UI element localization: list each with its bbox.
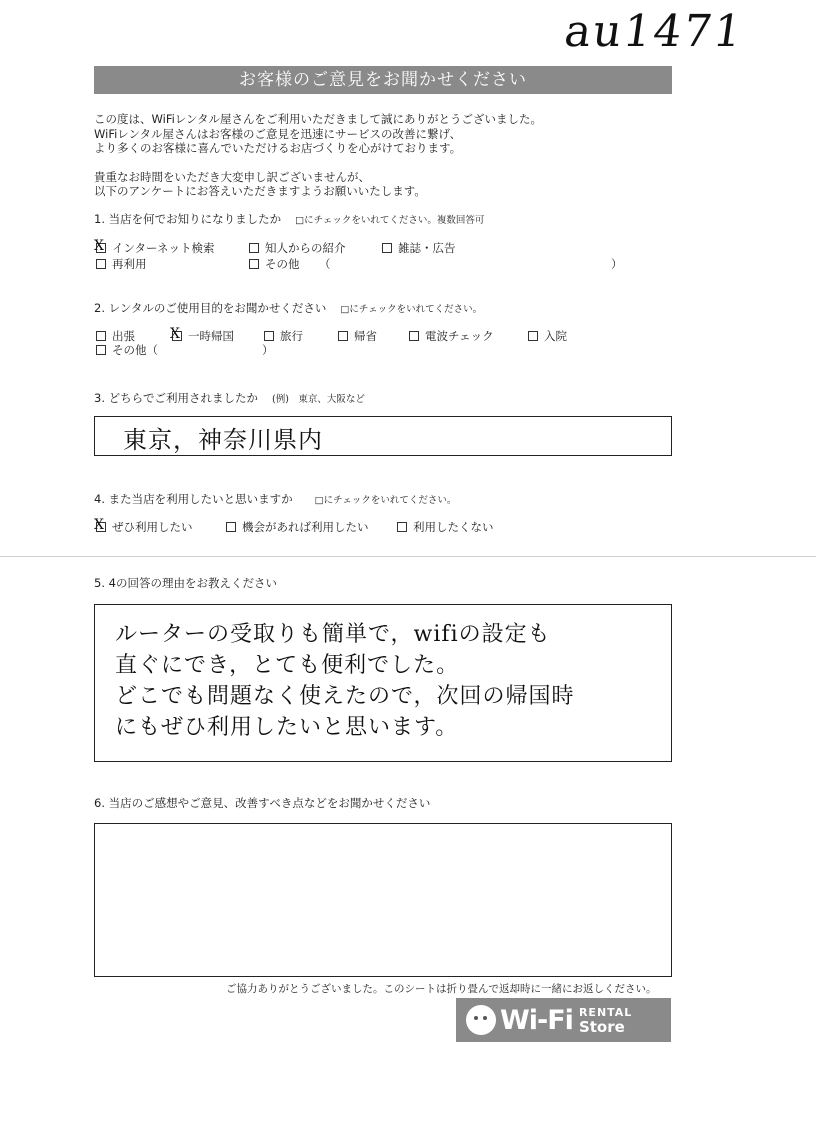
checkbox-icon[interactable] <box>264 331 274 341</box>
checkbox-icon[interactable] <box>382 243 392 253</box>
q1-option-other[interactable]: その他 <box>249 256 300 272</box>
q1-option-magazine[interactable]: 雑誌・広告 <box>382 240 456 256</box>
q2-option-temporary-return[interactable]: X 一時帰国 <box>172 328 234 344</box>
q1-option-referral[interactable]: 知人からの紹介 <box>249 240 346 256</box>
intro-line: この度は、WiFiレンタル屋さんをご利用いただきまして誠にありがとうございました。 <box>94 112 543 126</box>
q3-answer-text: 東京，神奈川県内 <box>123 426 323 454</box>
q5-answer-line: ルーターの受取りも簡単で，wifiの設定も <box>115 622 551 647</box>
intro-line: 以下のアンケートにお答えいただきますようお願いいたします。 <box>94 184 426 198</box>
q2-option-signal-check[interactable]: 電波チェック <box>409 328 494 344</box>
mascot-icon <box>466 1005 496 1035</box>
question-6-label: 6. 当店のご感想やご意見、改善すべき点などをお聞かせください <box>94 796 431 810</box>
question-3 <box>94 390 365 406</box>
question-1-note: □にチェックをいれてください。複数回答可 <box>295 215 485 226</box>
q5-answer-line: にもぜひ利用したいと思います。 <box>115 715 459 740</box>
handwritten-code: au1471 <box>561 6 748 57</box>
checkbox-icon[interactable] <box>528 331 538 341</box>
question-5-label: 5. 4の回答の理由をお教えください <box>94 576 277 590</box>
q2-option-business[interactable]: 出張 <box>96 328 135 344</box>
checkbox-icon[interactable] <box>96 259 106 269</box>
q1-other-close-paren: ） <box>611 257 623 271</box>
intro-line: WiFiレンタル屋さんはお客様のご意見を迅速にサービスの改善に繋げ、 <box>94 126 462 141</box>
checkbox-icon[interactable] <box>249 259 259 269</box>
q5-answer-text <box>115 619 575 743</box>
q2-other-close-paren: ） <box>262 343 274 357</box>
q4-option-no[interactable]: 利用したくない <box>397 519 494 535</box>
wifi-rental-store-logo <box>456 998 671 1042</box>
q1-option-internet[interactable]: X インターネット検索 <box>96 240 214 256</box>
checkbox-icon[interactable] <box>249 243 259 253</box>
checkbox-checked-icon[interactable] <box>172 331 182 341</box>
checkbox-checked-icon[interactable] <box>96 243 106 253</box>
question-1-label: 1. 当店を何でお知りになりましたか <box>94 212 282 226</box>
q2-option-hospital[interactable]: 入院 <box>528 328 567 344</box>
q2-option-travel[interactable]: 旅行 <box>264 328 303 344</box>
checkbox-icon[interactable] <box>338 331 348 341</box>
q2-option-other[interactable]: その他（ <box>96 342 158 358</box>
footer-note: ご協力ありがとうございました。このシートは折り畳んで返却時に一緒にお返しください。 <box>226 983 657 995</box>
logo-store-text: Store <box>578 1018 625 1036</box>
checkbox-icon[interactable] <box>96 345 106 355</box>
checkbox-checked-icon[interactable] <box>96 522 106 532</box>
checkbox-icon[interactable] <box>397 522 407 532</box>
q1-other-open-paren: （ <box>319 257 331 271</box>
intro-line: より多くのお客様に喜んでいただけるお店づくりを心がけております。 <box>94 141 462 155</box>
q5-answer-line: どこでも問題なく使えたので，次回の帰国時 <box>115 684 575 709</box>
question-2-label: 2. レンタルのご使用目的をお聞かせください <box>94 301 327 315</box>
page-title: お客様のご意見をお聞かせください <box>94 66 672 94</box>
question-2 <box>94 300 482 316</box>
question-2-note: □にチェックをいれてください。 <box>340 304 483 315</box>
question-3-example: (例) 東京、大阪など <box>272 394 365 405</box>
q2-option-homecoming[interactable]: 帰省 <box>338 328 377 344</box>
question-1 <box>94 211 484 227</box>
q4-option-if-chance[interactable]: 機会があれば利用したい <box>226 519 369 535</box>
question-3-label: 3. どちらでご利用されましたか <box>94 391 259 405</box>
q4-option-definitely[interactable]: X ぜひ利用したい <box>96 519 193 535</box>
checkbox-icon[interactable] <box>226 522 236 532</box>
q5-answer-line: 直ぐにでき，とても便利でした。 <box>115 653 460 678</box>
intro-line: 貴重なお時間をいただき大変申し訳ございませんが、 <box>94 169 370 184</box>
question-4-label: 4. また当店を利用したいと思いますか <box>94 492 293 506</box>
question-4-note: □にチェックをいれてください。 <box>314 495 457 506</box>
question-4 <box>94 491 456 507</box>
logo-rental-text: RENTAL <box>578 1006 633 1019</box>
q6-answer-field[interactable] <box>94 823 672 977</box>
logo-wifi-text: Wi-Fi <box>500 1004 573 1036</box>
q5-answer-field[interactable] <box>94 604 672 762</box>
checkbox-icon[interactable] <box>96 331 106 341</box>
checkbox-icon[interactable] <box>409 331 419 341</box>
q1-option-reuse[interactable]: 再利用 <box>96 256 147 272</box>
intro-text <box>94 112 694 199</box>
q3-answer-field[interactable] <box>94 416 672 456</box>
fold-line <box>0 556 816 557</box>
